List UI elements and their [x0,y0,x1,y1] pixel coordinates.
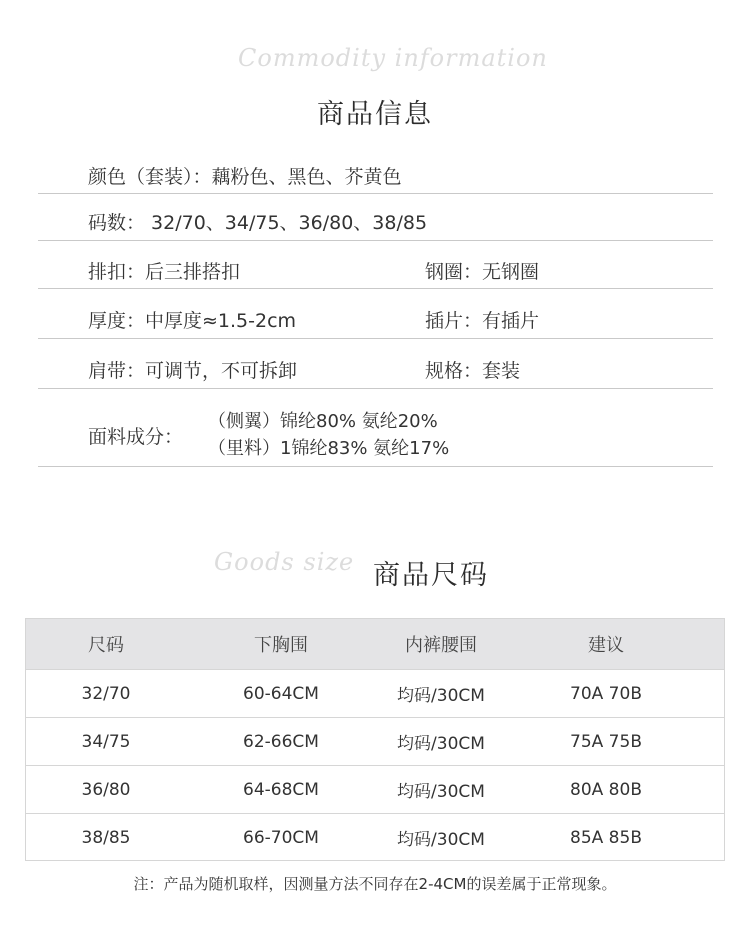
size-table [25,618,725,861]
header-underbust: 下胸围 [254,635,308,656]
cell-underbust: 62-66CM [243,731,319,752]
fabric-line-wing: （侧翼）锦纶80% 氨纶20% [208,411,438,432]
header-suggest: 建议 [588,635,624,656]
cell-suggest: 70A 70B [570,683,642,704]
thickness-text: 厚度：中厚度≈1.5-2cm [88,310,297,332]
section-script-title: Commodity information [238,44,548,72]
info-row-sizes [38,194,713,241]
section-script-title-size: Goods size [214,548,355,576]
table-row [26,717,724,765]
size-table-header [26,619,724,669]
cell-underbust: 60-64CM [243,683,319,704]
cell-size: 32/70 [81,683,131,704]
spec-text: 规格：套装 [425,360,521,382]
fabric-line-lining: （里料）1锦纶83% 氨纶17% [208,438,450,459]
cell-size: 36/80 [81,779,131,800]
cell-suggest: 80A 80B [570,779,642,800]
info-row-color [38,150,713,194]
cell-suggest: 75A 75B [570,731,642,752]
cell-waist: 均码/30CM [397,686,485,706]
wire-text: 钢圈：无钢圈 [425,261,540,283]
info-row-strap [38,339,713,389]
cell-suggest: 85A 85B [570,827,642,848]
cell-waist: 均码/30CM [397,830,485,850]
strap-text: 肩带：可调节，不可拆卸 [88,360,298,382]
cell-waist: 均码/30CM [397,782,485,802]
table-row [26,669,724,717]
clasp-text: 排扣：后三排搭扣 [88,261,241,283]
table-row [26,813,724,861]
info-row-fabric [38,389,713,467]
measurement-note: 注：产品为随机取样，因测量方法不同存在2-4CM的误差属于正常现象。 [133,875,617,893]
cell-underbust: 66-70CM [243,827,319,848]
header-waist: 内裤腰围 [405,635,477,656]
cell-underbust: 64-68CM [243,779,319,800]
fabric-label: 面料成分： [88,426,184,448]
cell-waist: 均码/30CM [397,734,485,754]
sizes-text: 码数： 32/70、34/75、36/80、38/85 [88,212,428,234]
color-text: 颜色（套装）：藕粉色、黑色、芥黄色 [88,166,402,188]
info-row-clasp [38,241,713,289]
cell-size: 38/85 [81,827,131,848]
header-size: 尺码 [88,635,124,656]
insert-text: 插片：有插片 [425,310,540,332]
section-title-product-info: 商品信息 [317,99,433,130]
cell-size: 34/75 [81,731,131,752]
table-row [26,765,724,813]
info-row-thickness [38,289,713,339]
section-title-size: 商品尺码 [373,560,489,591]
